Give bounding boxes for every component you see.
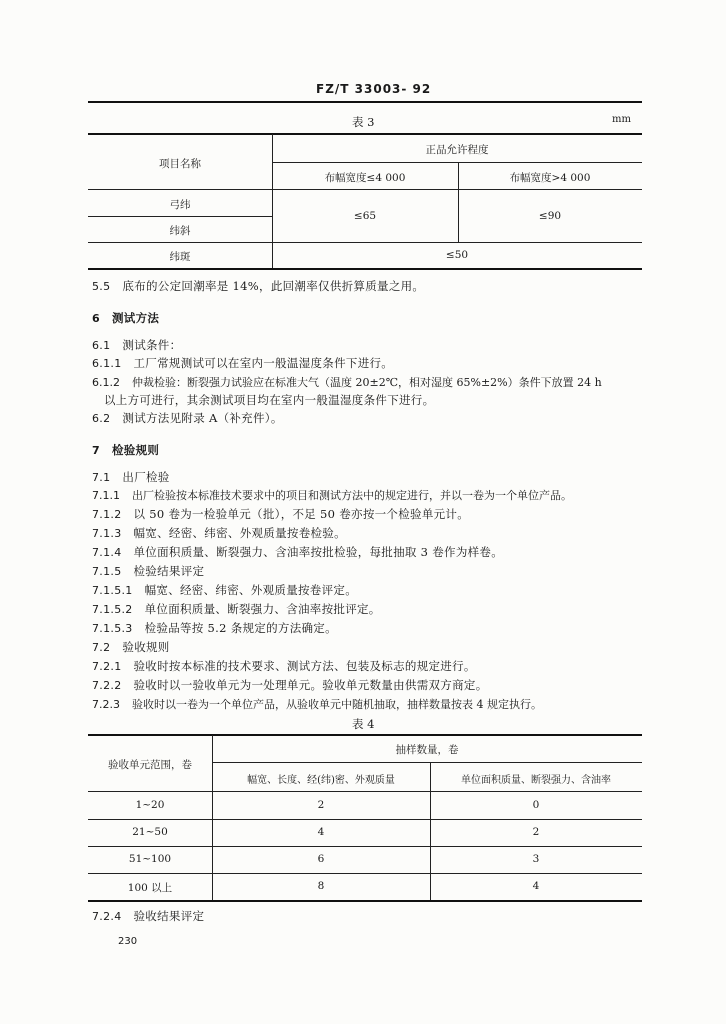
clause-number: 7.1.2 (92, 508, 122, 521)
table4-value-b: 3 (532, 853, 540, 865)
table4-value-a: 4 (317, 826, 325, 838)
clause-number: 6.1.1 (92, 357, 122, 370)
table4-header-range: 验收单元范围，卷 (108, 759, 192, 771)
section-heading (92, 442, 159, 458)
clause-text: 仲裁检验：断裂强力试验应在标准大气（温度 20±2℃，相对湿度 65%±2%）条件下放置 24 h (132, 376, 602, 389)
table4-value-a: 6 (317, 853, 325, 865)
clause-line (92, 601, 381, 617)
clause-text: 幅宽、经密、纬密、外观质量按卷检验。 (133, 526, 346, 540)
clause-line (92, 696, 542, 712)
clause-text: 检验结果评定 (133, 564, 205, 578)
table4-title: 表 4 (352, 717, 375, 731)
section-heading (92, 310, 159, 326)
table3-header-a: 布幅宽度≤4 000 (324, 172, 406, 184)
clause-line (92, 525, 346, 541)
table4-header-a: 幅宽、长度、经(纬)密、外观质量 (247, 775, 395, 786)
table4-rule (88, 846, 642, 847)
clause-number: 7.1.5.2 (92, 603, 133, 616)
clause-line (92, 469, 170, 485)
table3-value-b: ≤90 (538, 210, 562, 222)
table3-value-last: ≤50 (445, 249, 469, 261)
table4-header-group: 抽样数量，卷 (395, 744, 459, 756)
clause-line (92, 658, 476, 674)
table3-rule (88, 216, 272, 217)
standard-code: FZ/T 33003- 92 (316, 82, 432, 96)
clause-line (92, 620, 337, 636)
clause-line (92, 506, 469, 522)
clause-line (92, 582, 357, 598)
clause-text: 单位面积质量、断裂强力、含油率按批评定。 (144, 602, 381, 616)
clause-text: 检验品等按 5.2 条规定的方法确定。 (144, 621, 337, 635)
clause-number: 7.2.3 (92, 698, 120, 711)
clause-text: 单位面积质量、断裂强力、含油率按批检验，每批抽取 3 卷作为样卷。 (133, 545, 504, 559)
table4-value-b: 0 (532, 799, 540, 811)
page-number: 230 (118, 936, 138, 947)
table3-row-label: 纬斑 (169, 251, 191, 263)
table3-value-a: ≤65 (353, 210, 377, 222)
clause-number: 7 (92, 444, 100, 457)
clause-text: 出厂检验 (122, 470, 170, 484)
table3-row-label: 弓纬 (169, 199, 191, 211)
table4-value-a: 8 (317, 880, 325, 892)
clause-text: 工厂常规测试可以在室内一般温湿度条件下进行。 (133, 356, 394, 370)
clause-number: 7.1.5 (92, 565, 122, 578)
table3-top-rule (88, 133, 642, 135)
table4-range: 51~100 (128, 853, 172, 865)
table4-value-b: 2 (532, 826, 540, 838)
table4-bottom-rule (88, 900, 642, 902)
table4-header-b: 单位面积质量、断裂强力、含油率 (461, 775, 611, 786)
clause-text: 出厂检验按本标准技术要求中的项目和测试方法中的规定进行，并以一卷为一个单位产品。 (132, 489, 572, 502)
table4-value-b: 4 (532, 880, 540, 892)
clause-line (92, 639, 170, 655)
table4-rule (88, 873, 642, 874)
clause-text: 检验规则 (111, 443, 160, 457)
clause-line (92, 544, 503, 560)
table4-top-rule (88, 734, 642, 736)
clause-number: 7.1 (92, 471, 111, 484)
clause-line (92, 337, 181, 353)
clause-text: 验收结果评定 (133, 909, 205, 923)
clause-number: 6.1 (92, 339, 111, 352)
clause-line (92, 908, 204, 924)
table4-col-divider (212, 735, 213, 900)
clause-line (92, 392, 434, 408)
table3-bottom-rule (88, 268, 642, 270)
clause-text: 幅宽、经密、纬密、外观质量按卷评定。 (144, 583, 357, 597)
header-rule (88, 101, 642, 103)
clause-line (92, 410, 283, 426)
clause-line (92, 278, 424, 294)
table3-unit: mm (612, 114, 631, 125)
table4-value-a: 2 (317, 799, 325, 811)
clause-number: 7.2.2 (92, 679, 122, 692)
table3-header-item: 项目名称 (159, 158, 201, 170)
table3-header-group: 正品允许程度 (425, 144, 489, 156)
clause-number: 6 (92, 312, 100, 325)
table4-range: 1~20 (135, 799, 165, 811)
clause-number: 7.1.1 (92, 489, 120, 502)
clause-number: 7.1.3 (92, 527, 122, 540)
clause-line (92, 355, 393, 371)
table3-rule (88, 189, 642, 190)
clause-number: 7.2.4 (92, 910, 122, 923)
clause-text: 测试方法见附录 A（补充件）。 (122, 411, 283, 425)
clause-number: 6.2 (92, 412, 111, 425)
clause-text: 测试方法 (111, 311, 160, 325)
table4-rule (212, 762, 642, 763)
clause-line (92, 563, 204, 579)
clause-line (92, 677, 488, 693)
clause-number: 6.1.2 (92, 376, 120, 389)
table3-rule (272, 162, 642, 163)
clause-text: 验收时以一卷为一个单位产品，从验收单元中随机抽取，抽样数量按表 4 规定执行。 (132, 698, 542, 711)
clause-text: 以上方可进行，其余测试项目均在室内一般温湿度条件下进行。 (104, 393, 435, 407)
clause-text: 测试条件： (122, 338, 182, 352)
clause-text: 底布的公定回潮率是 14%，此回潮率仅供折算质量之用。 (122, 279, 425, 293)
table4-range: 100 以上 (127, 882, 173, 894)
clause-number: 7.1.4 (92, 546, 122, 559)
clause-number: 7.2 (92, 641, 111, 654)
clause-number: 7.2.1 (92, 660, 122, 673)
table4-rule (88, 791, 642, 792)
clause-number: 7.1.5.1 (92, 584, 133, 597)
clause-number: 7.1.5.3 (92, 622, 133, 635)
clause-line (92, 374, 602, 390)
table3-title: 表 3 (352, 115, 375, 129)
table4-range: 21~50 (132, 826, 168, 838)
clause-text: 验收时按本标准的技术要求、测试方法、包装及标志的规定进行。 (133, 659, 476, 673)
clause-text: 验收规则 (122, 640, 170, 654)
table3-row-label: 纬斜 (169, 225, 191, 237)
clause-line (92, 487, 572, 503)
clause-number: 5.5 (92, 280, 111, 293)
clause-text: 以 50 卷为一检验单元（批），不足 50 卷亦按一个检验单元计。 (133, 507, 470, 521)
table3-rule (88, 242, 642, 243)
clause-text: 验收时以一验收单元为一处理单元。验收单元数量由供需双方商定。 (133, 678, 488, 692)
table3-header-b: 布幅宽度>4 000 (509, 172, 591, 184)
table4-rule (88, 819, 642, 820)
